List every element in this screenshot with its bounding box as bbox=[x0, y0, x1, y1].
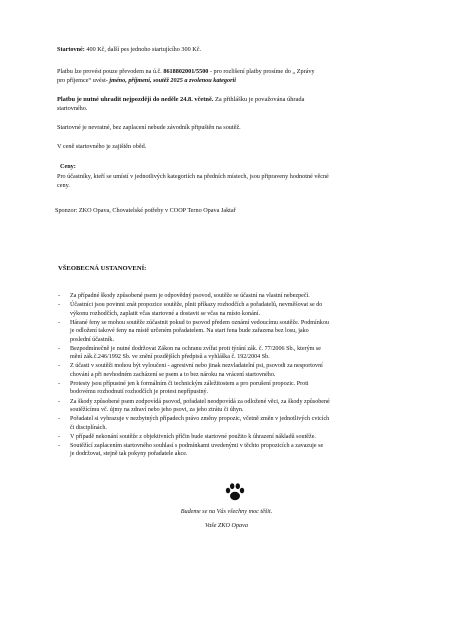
list-bullet: - bbox=[58, 302, 61, 309]
list-bullet: - bbox=[58, 319, 61, 326]
rules-title: VŠEOBECNÁ USTANOVENÍ: bbox=[58, 265, 147, 272]
rule-text-line: chování a při nevhodném zacházení se psem a to bez nároku na vrácení startovného. bbox=[70, 371, 276, 378]
rule-text-line: Účastníci jsou povinni znát propozice soutěže, plnit příkazy rozhodčích a pořadatelů, nevměšovat se do bbox=[70, 302, 323, 309]
rules-list bbox=[58, 292, 400, 459]
rule-text-line: výkonu rozhodčích, zaplatit včas startovné a dostavit se včas na místo konání. bbox=[70, 310, 261, 317]
payment-reference: jméno, příjmení, soutěž 2025 a zvolenou kategorii bbox=[109, 77, 236, 84]
rule-text-line: Pořadatel si vyhrazuje v nezbytných případech právo změny propozic, včetně změn v jednotlivých cvicích bbox=[70, 416, 330, 423]
fees-line bbox=[57, 46, 201, 55]
account-number: 8618802001/5500 bbox=[163, 68, 209, 75]
prizes-line-2: ceny. bbox=[57, 182, 70, 189]
list-bullet: - bbox=[58, 345, 61, 352]
closing-signature: Vaše ZKO Opava bbox=[205, 522, 248, 529]
closing-greeting: Budeme se na Vás všechny moc těšit. bbox=[180, 508, 273, 515]
rule-text-line: je odložení takové feny na místě určeném pořadatelem. Na start fena bude zařazena bez losu, jako bbox=[70, 328, 309, 335]
lunch-note: V ceně startovného je zajištěn oběd. bbox=[57, 143, 147, 150]
list-bullet: - bbox=[58, 416, 61, 423]
fees-text: 400 Kč, další pes jednoho startujícího 300 Kč. bbox=[84, 46, 202, 53]
rule-text-line: V případě nekonání soutěže z objektivních příčin bude startovné použito k úhrazení nákladů soutěže. bbox=[70, 433, 316, 440]
rule-item bbox=[58, 415, 400, 432]
deadline-line-1 bbox=[57, 96, 417, 105]
rule-text-line: Bezpodmínečně je nutné dodržovat Zákon na ochranu zvířat proti týrání zák. č. 77/2006 Sb., kterým se bbox=[70, 345, 321, 352]
rule-text-line: Za případné škody způsobené psem je odpovědný psovod, soutěže se účastní na vlastní nebezpečí. bbox=[70, 293, 310, 299]
payment-line-1 bbox=[57, 68, 417, 77]
list-bullet: - bbox=[58, 398, 61, 405]
rule-item bbox=[58, 442, 400, 459]
rule-text-line: poslední účastník. bbox=[70, 336, 115, 343]
payment-text-c: pro příjemce“ uvést- bbox=[57, 77, 110, 84]
payment-text-a: Platbu lze provést pouze převodem na ú.č. bbox=[57, 68, 164, 75]
prizes-line-1: Pro účastníky, kteří se umístí v jednotlivých kategoriích na předních místech, jsou připraveny hodnotné věcné bbox=[57, 173, 329, 180]
fees-label: Startovné: bbox=[57, 46, 85, 53]
rule-item bbox=[58, 380, 400, 397]
rule-text-line: mění zák.č.246/1992 Sb. ve znění pozdějších předpisů a vyhláška č. 192/2004 Sb. bbox=[70, 354, 270, 361]
rule-item bbox=[58, 345, 400, 362]
rule-text-line: Z účasti v soutěži mohou být vyloučeni - agresivní nebo jinak nezvladatelní psi, psovodi za nesportovní bbox=[70, 363, 323, 370]
paw-print-icon bbox=[224, 482, 246, 502]
rule-item bbox=[58, 398, 400, 415]
payment-text-b: - pro rozlišení platby prosíme do „ Zprávy bbox=[208, 68, 315, 75]
list-bullet: - bbox=[58, 363, 61, 370]
deadline-rest: Za přihlášku je považována úhrada bbox=[213, 96, 305, 103]
rule-text-line: Soutěžící zaplacením startovného souhlasí s podmínkami uvedenými v těchto propozicích a zavazuje se bbox=[70, 442, 324, 449]
rule-text-line: Protesty jsou přípustné jen k formálním či technickým záležitostem a pro porušení propozic. Proti bbox=[70, 380, 309, 387]
list-bullet: - bbox=[58, 442, 61, 449]
list-bullet: - bbox=[58, 380, 61, 387]
sponsor-line: Sponzor: ZKO Opava, Chovatelské potřeby v COOP Terno Opava Jaktař bbox=[55, 207, 236, 214]
deadline-line-2: startovného. bbox=[57, 105, 88, 112]
payment-line-2 bbox=[57, 77, 417, 86]
rule-item bbox=[58, 362, 400, 379]
rule-item bbox=[58, 301, 400, 318]
rule-text-line: Za škody způsobené psem zodpovídá psovod, pořadatel neodpovídá za odložené věci, za škody způsobené bbox=[70, 398, 330, 405]
rule-text-line: Hárané feny se mohou soutěže zúčastnit pokud to psovod předem oznámí vedoucímu soutěže. Podmínkou bbox=[70, 319, 329, 326]
rule-text-line: soutěžícímu vč. újmy na zdraví nebo jeho psovi, za jeho ztrátu či úhyn. bbox=[70, 407, 244, 414]
rule-text-line: bodovému rozhodnutí rozhodčích je protest nepřípustný. bbox=[70, 389, 209, 396]
prizes-title: Ceny: bbox=[60, 163, 76, 170]
rule-item bbox=[58, 433, 400, 442]
rule-item bbox=[58, 292, 400, 301]
refund-note: Startovné je nevratné, bez zaplacení nebude závodník připuštěn na soutěž. bbox=[57, 124, 241, 131]
deadline-bold: Platbu je nutné uhradit nejpozději do neděle 24.8. včetně. bbox=[57, 96, 214, 103]
list-bullet: - bbox=[58, 293, 61, 299]
rule-text-line: je dodržovat, stejně tak pokyny pořadatele akce. bbox=[70, 451, 188, 458]
rule-text-line: či disciplínách. bbox=[70, 424, 107, 431]
list-bullet: - bbox=[58, 433, 61, 440]
rule-item bbox=[58, 319, 400, 345]
